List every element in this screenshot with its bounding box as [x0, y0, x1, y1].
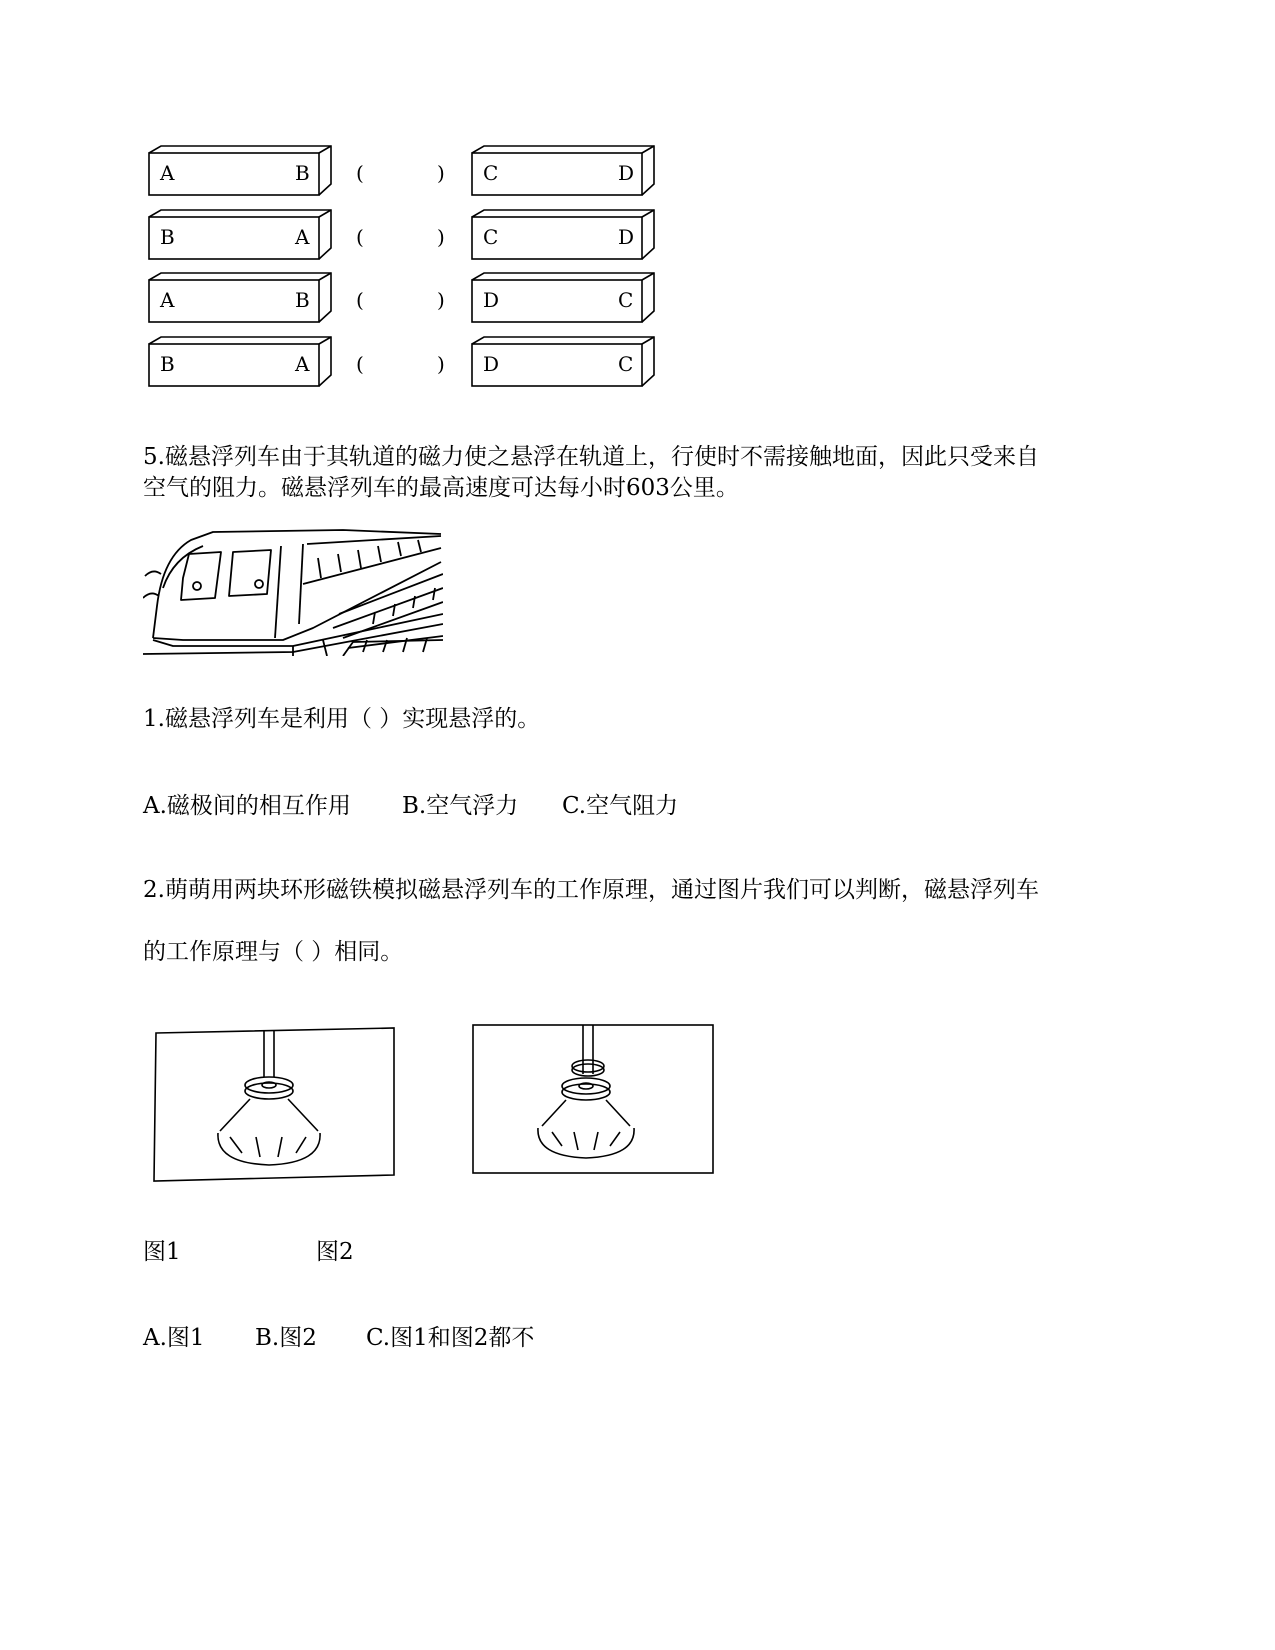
pole-label: A [160, 161, 175, 185]
maglev-train-illustration [143, 528, 443, 656]
bar-magnet-right [471, 209, 661, 261]
pole-label: D [483, 288, 500, 312]
figure-2-label: 图2 [316, 1239, 354, 1265]
figure-1-ring-magnets [150, 1025, 398, 1185]
question-1-stem: 1.磁悬浮列车是利用（ ）实现悬浮的。 [143, 706, 541, 732]
pole-label: C [483, 225, 499, 249]
bar-magnet-right [471, 272, 661, 324]
question-2-stem-line-2: 的工作原理与（ ）相同。 [143, 939, 404, 965]
pole-label: C [618, 352, 634, 376]
answer-blank-open: ( [356, 352, 364, 376]
pole-label: C [618, 288, 634, 312]
answer-blank-open: ( [356, 288, 364, 312]
bar-magnet-left [148, 336, 338, 388]
pole-label: A [295, 225, 310, 249]
answer-blank-open: ( [356, 225, 364, 249]
pole-label: C [483, 161, 499, 185]
pole-label: D [618, 225, 635, 249]
pole-label: B [295, 288, 310, 312]
pole-label: B [295, 161, 310, 185]
answer-blank-close: ) [437, 225, 445, 249]
bar-magnet-left [148, 209, 338, 261]
q1-option-a[interactable]: A.磁极间的相互作用 [143, 793, 351, 819]
pole-label: A [295, 352, 310, 376]
answer-blank-open: ( [356, 161, 364, 185]
pole-label: D [483, 352, 500, 376]
q2-option-a[interactable]: A.图1 [143, 1325, 205, 1351]
figure-2-ring-magnets [470, 1022, 716, 1177]
pole-label: B [160, 352, 175, 376]
q2-option-c[interactable]: C.图1和图2都不 [366, 1325, 535, 1351]
pole-label: A [160, 288, 175, 312]
question-2-stem-line-1: 2.萌萌用两块环形磁铁模拟磁悬浮列车的工作原理，通过图片我们可以判断，磁悬浮列车 [143, 877, 1039, 903]
pole-label: D [618, 161, 635, 185]
passage-line-1: 5.磁悬浮列车由于其轨道的磁力使之悬浮在轨道上，行使时不需接触地面，因此只受来自 [143, 444, 1039, 470]
answer-blank-close: ) [437, 288, 445, 312]
bar-magnet-right [471, 145, 661, 197]
pole-label: B [160, 225, 175, 249]
passage-line-2: 空气的阻力。磁悬浮列车的最高速度可达每小时603公里。 [143, 475, 739, 501]
q1-option-c[interactable]: C.空气阻力 [562, 793, 679, 819]
q2-option-b[interactable]: B.图2 [255, 1325, 317, 1351]
bar-magnet-left [148, 145, 338, 197]
q1-option-b[interactable]: B.空气浮力 [402, 793, 519, 819]
answer-blank-close: ) [437, 352, 445, 376]
figure-1-label: 图1 [143, 1239, 181, 1265]
bar-magnet-left [148, 272, 338, 324]
answer-blank-close: ) [437, 161, 445, 185]
bar-magnet-right [471, 336, 661, 388]
